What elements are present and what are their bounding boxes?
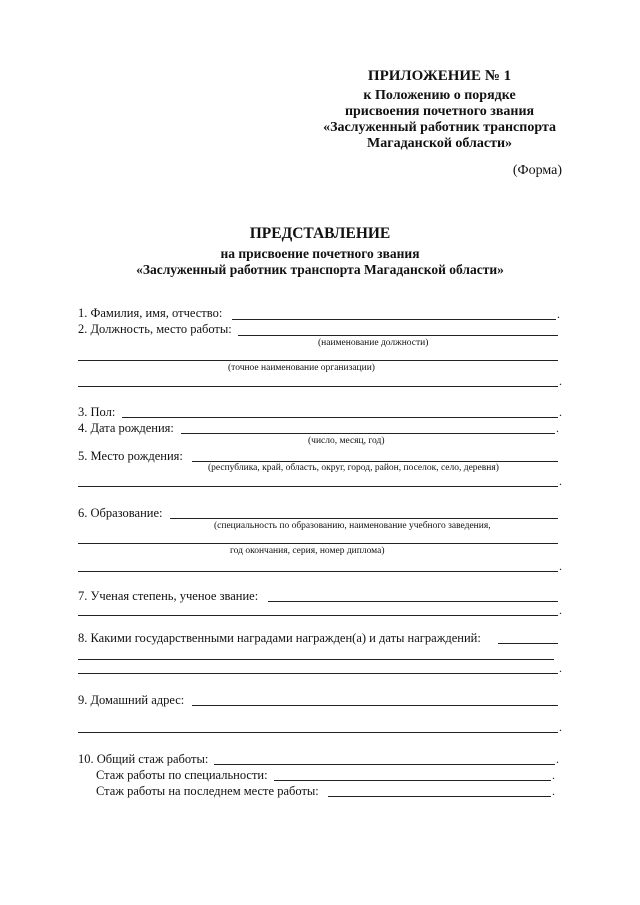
end-dot: . <box>557 307 560 321</box>
field-label-gender: 3. Пол: <box>78 405 116 419</box>
organization-hint: (точное наименование организации) <box>228 363 375 373</box>
education-line-3[interactable] <box>78 571 558 572</box>
field-label-birth-date: 4. Дата рождения: <box>78 421 174 435</box>
address-line[interactable] <box>192 705 558 706</box>
last-job-experience-line[interactable] <box>328 796 551 797</box>
education-hint-2: год окончания, серия, номер диплома) <box>230 546 385 556</box>
end-dot: . <box>559 374 562 388</box>
specialty-experience-line[interactable] <box>274 780 551 781</box>
appendix-line: к Положению о порядке <box>363 88 516 103</box>
form-label: (Форма) <box>512 163 562 178</box>
birth-place-line[interactable] <box>192 461 558 462</box>
document-subtitle: «Заслуженный работник транспорта Магаданской области» <box>136 262 504 277</box>
birth-place-line-2[interactable] <box>78 486 558 487</box>
degree-line[interactable] <box>268 601 558 602</box>
birth-date-hint: (число, месяц, год) <box>308 436 385 446</box>
end-dot: . <box>559 603 562 617</box>
education-line[interactable] <box>170 518 558 519</box>
degree-line-2[interactable] <box>78 615 558 616</box>
appendix-line: присвоения почетного звания <box>344 104 535 119</box>
education-line-2[interactable] <box>78 543 558 544</box>
end-dot: . <box>559 474 562 488</box>
position-hint: (наименование должности) <box>318 338 429 348</box>
gender-line[interactable] <box>122 417 558 418</box>
awards-line[interactable] <box>498 643 558 644</box>
field-label-position: 2. Должность, место работы: <box>78 322 232 336</box>
field-label-birth-place: 5. Место рождения: <box>78 449 183 463</box>
birth-date-line[interactable] <box>181 433 555 434</box>
end-dot: . <box>559 405 562 419</box>
field-label-address: 9. Домашний адрес: <box>78 693 185 707</box>
document-title: ПРЕДСТАВЛЕНИЕ <box>249 225 391 242</box>
birth-place-hint: (республика, край, область, округ, город, район, поселок, село, деревня) <box>208 463 499 473</box>
end-dot: . <box>556 752 559 766</box>
total-experience-line[interactable] <box>214 764 555 765</box>
end-dot: . <box>552 784 555 798</box>
appendix-line: «Заслуженный работник транспорта <box>323 120 556 135</box>
end-dot: . <box>556 421 559 435</box>
organization-line-2[interactable] <box>78 386 558 387</box>
end-dot: . <box>559 661 562 675</box>
field-label-education: 6. Образование: <box>78 506 163 520</box>
organization-line[interactable] <box>78 360 558 361</box>
end-dot: . <box>552 768 555 782</box>
awards-line-3[interactable] <box>78 673 558 674</box>
end-dot: . <box>559 559 562 573</box>
appendix-number: ПРИЛОЖЕНИЕ № 1 <box>367 68 512 84</box>
appendix-header <box>323 68 556 152</box>
document-subtitle: на присвоение почетного звания <box>220 246 420 261</box>
awards-line-2[interactable] <box>78 659 554 660</box>
field-label-total-experience: 10. Общий стаж работы: <box>78 752 209 766</box>
field-label-last-job-experience: Стаж работы на последнем месте работы: <box>96 784 319 798</box>
position-line[interactable] <box>238 335 558 336</box>
education-hint: (специальность по образованию, наименование учебного заведения, <box>214 521 491 531</box>
appendix-line: Магаданской области» <box>367 136 513 151</box>
end-dot: . <box>559 720 562 734</box>
field-label-full-name: 1. Фамилия, имя, отчество: <box>78 306 223 320</box>
field-label-degree: 7. Ученая степень, ученое звание: <box>78 589 259 603</box>
address-line-2[interactable] <box>78 732 558 733</box>
field-label-awards: 8. Какими государственными наградами награжден(а) и даты награждений: <box>78 631 481 645</box>
full-name-line[interactable] <box>232 319 556 320</box>
field-label-specialty-experience: Стаж работы по специальности: <box>96 768 268 782</box>
